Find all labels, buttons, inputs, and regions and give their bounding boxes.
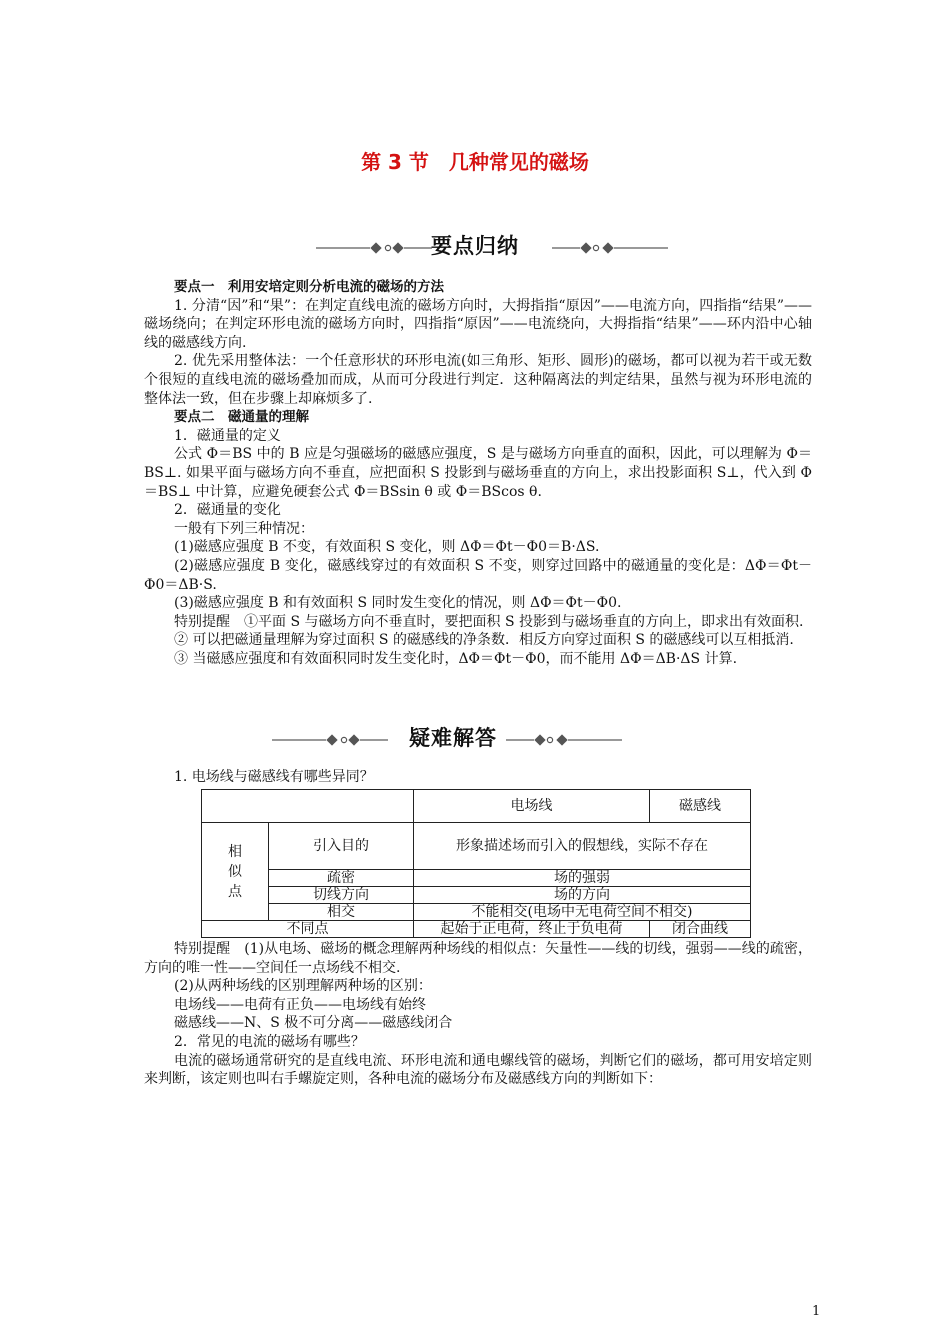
flux-change-title: 2．磁通量的变化 [174,502,281,519]
flux-definition-text: 公式 Φ＝BS 中的 B 应是匀强磁场的磁感应强度，S 是与磁场方向垂直的面积，因此，可以理解为 Φ＝BS⊥. 如果平面与磁场方向不垂直，应把面积 S 投影到与磁场垂直的方向上，求出投影面积 S⊥，代入到 Φ＝BS⊥ 中计算，应避免硬套公式 Φ＝BSsin θ 或 Φ＝BScos θ. [144,446,812,500]
table-row [202,887,751,904]
row-value: 闭合曲线 [650,921,751,938]
flux-case-3: (3)磁感应强度 B 和有效面积 S 同时发生变化的情况，则 ΔΦ＝Φt－Φ0. [174,595,622,612]
right-ornament-icon [506,734,622,746]
difficult-qa-body [144,940,812,1089]
table-row [202,870,751,887]
row-label: 疏密 [269,870,414,887]
section-heading-difficult-qa [0,722,950,756]
col-header-electric: 电场线 [414,790,650,823]
section-heading-label: 要点归纳 [431,234,519,258]
special-tip-4: 磁感线——N、S 极不可分离——磁感线闭合 [174,1015,453,1032]
special-tip-2: (2)从两种场线的区别理解两种场的区别： [174,978,432,995]
question-2-title: 2．常见的电流的磁场有哪些？ [174,1033,365,1050]
flux-change-intro: 一般有下列三种情况： [174,520,314,537]
special-tip-1: 特别提醒 (1)从电场、磁场的概念理解两种场线的相似点：矢量性——线的切线，强弱——线的疏密，方向的唯一性——空间任一点场线不相交. [144,941,812,976]
point1-paragraph2: 2. 优先采用整体法：一个任意形状的环形电流(如三角形、矩形、圆形)的磁场，都可以视为若干或无数个很短的直线电流的磁场叠加而成，从而可分段进行判定．这种隔离法的判定结果，虽然与视为环形电流的整体法一致，但在步骤上却麻烦多了. [144,353,812,407]
question-2-text: 电流的磁场通常研究的是直线电流、环形电流和通电螺线管的磁场，判断它们的磁场，都可用安培定则来判断，该定则也叫右手螺旋定则，各种电流的磁场分布及磁感线方向的判断如下： [144,1052,812,1088]
group-similar-label: 相似点 [227,843,242,900]
page-number: 1 [812,1304,821,1319]
col-header-magnetic: 磁感线 [650,790,751,823]
row-label: 不同点 [202,921,414,938]
question-1 [144,768,812,787]
table-row [202,904,751,921]
row-label: 切线方向 [269,887,414,904]
row-value: 不能相交(电场中无电荷空间不相交) [414,904,751,921]
flux-case-2: (2)磁感应强度 B 变化，磁感线穿过的有效面积 S 不变，则穿过回路中的磁通量的变化是：ΔΦ＝Φt－Φ0＝ΔB·S. [144,557,812,593]
row-label: 相交 [269,904,414,921]
right-ornament-icon [552,242,668,254]
row-value: 形象描述场而引入的假想线，实际不存在 [414,823,751,870]
point2-title: 要点二 磁通量的理解 [174,409,309,426]
question-1-text: 1. 电场线与磁感线有哪些异同？ [174,769,374,785]
point1-paragraph1: 1. 分清“因”和“果”：在判定直线电流的磁场方向时，大拇指指“原因”——电流方向，四指指“结果”——磁场绕向；在判定环形电流的磁场方向时，四指指“原因”——电流绕向，大拇指指“结果”——环内沿中心轴线的磁感线方向. [144,297,812,351]
key-points-body [144,278,812,668]
table-row [202,823,751,870]
page-title: 第 3 节 几种常见的磁场 [361,150,589,174]
row-value: 场的方向 [414,887,751,904]
special-note-3: ③ 当磁感应强度和有效面积同时发生变化时，ΔΦ＝Φt－Φ0，而不能用 ΔΦ＝ΔB·ΔS 计算. [174,650,738,667]
row-value: 起始于正电荷，终止于负电荷 [414,921,650,938]
point1-title: 要点一 利用安培定则分析电流的磁场的方法 [174,279,444,295]
row-value: 场的强弱 [414,870,751,887]
special-note-2: ② 可以把磁通量理解为穿过面积 S 的磁感线的净条数．相反方向穿过面积 S 的磁感线可以互相抵消. [174,632,794,649]
section-heading-key-points [0,230,950,264]
table-row [202,921,751,938]
comparison-table [201,789,751,938]
flux-definition-title: 1．磁通量的定义 [174,427,281,444]
row-label: 引入目的 [269,823,414,870]
flux-case-1: (1)磁感应强度 B 不变，有效面积 S 变化，则 ΔΦ＝Φt－Φ0＝B·ΔS. [174,539,600,556]
special-tip-3: 电场线——电荷有正负——电场线有始终 [174,996,426,1013]
section-heading-label: 疑难解答 [409,726,497,750]
table-row [202,790,751,823]
special-note-1: 特别提醒 ①平面 S 与磁场方向不垂直时，要把面积 S 投影到与磁场垂直的方向上，即求出有效面积. [174,613,804,630]
